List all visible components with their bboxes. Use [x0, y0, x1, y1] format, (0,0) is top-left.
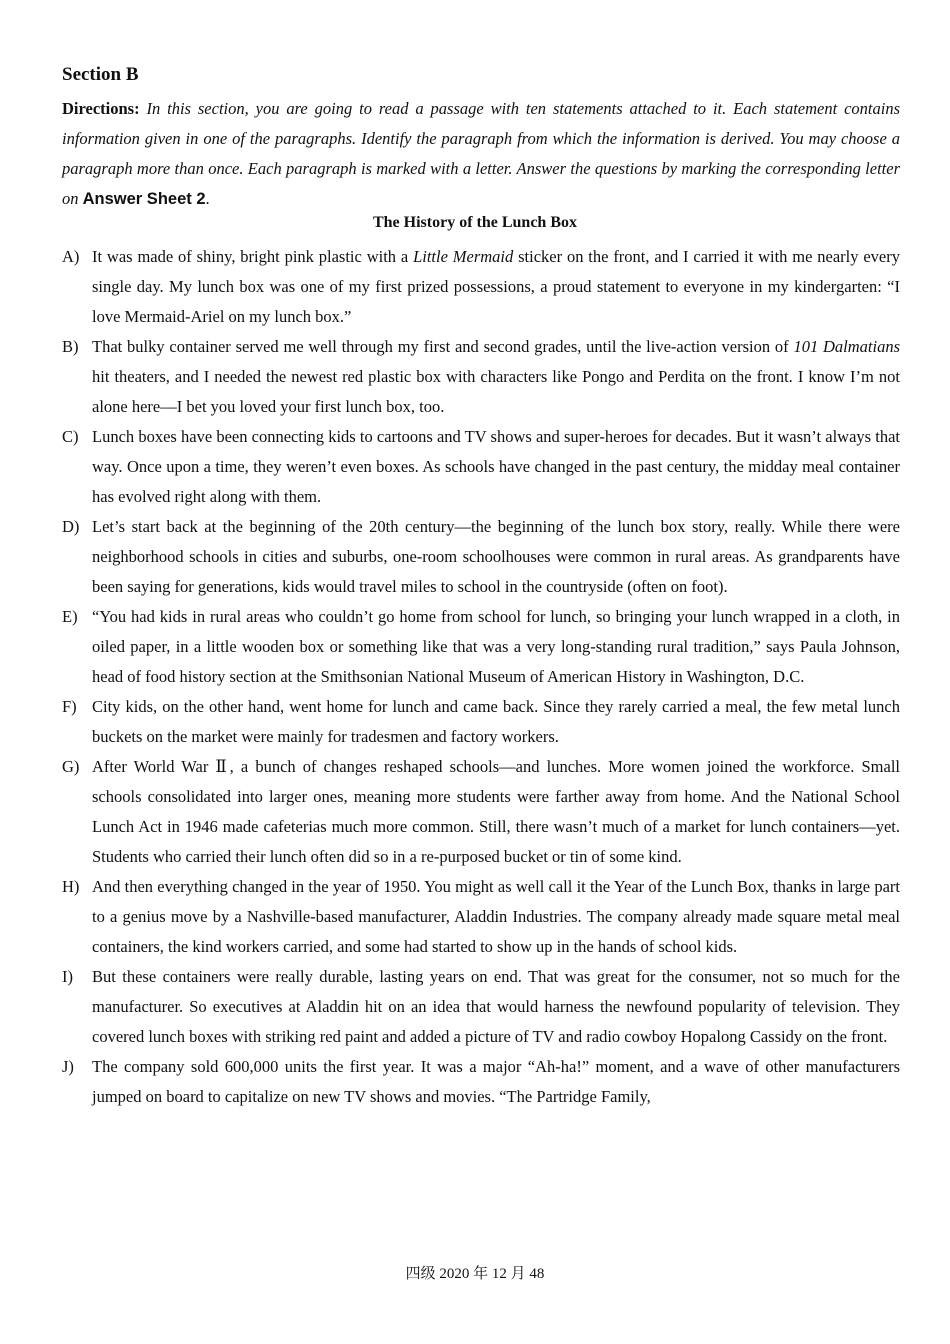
paragraph-d — [62, 512, 900, 602]
directions-end: . — [205, 189, 210, 208]
paragraph-letter: J) — [62, 1057, 74, 1076]
paragraph-text: The company sold 600,000 units the first year. It was a major “Ah-ha!” moment, and a wave of other manufacturers jumped on board to capitalize on new TV shows and movies. “The Partridge Family, — [92, 1057, 900, 1106]
paragraph-text: After World War Ⅱ, a bunch of changes reshaped schools—and lunches. More women joined the workforce. Small schools consolidated into larger ones, meaning more students were farther away from home. And the National School Lunch Act in 1946 made cafeterias much more common. Still, there wasn’t much of a market for lunch containers—yet. Students who carried their lunch often did so in a re-purposed bucket or tin of some kind. — [92, 757, 900, 866]
passage-title: The History of the Lunch Box — [372, 214, 577, 231]
paragraph-text-end: sticker on the front, and I carried it with me nearly every single day. My lunch box was one of my first prized possessions, a proud statement to everyone in my kindergarten: “I love Mermaid-Ariel on my lunch box.” — [92, 247, 900, 326]
paragraph-text: And then everything changed in the year of 1950. You might as well call it the Year of the Lunch Box, thanks in large part to a genius move by a Nashville-based manufacturer, Aladdin Industries. The company already made square metal meal containers, the kind workers carried, and some had started to show up in the hands of school kids. — [92, 877, 900, 956]
paragraph-text: But these containers were really durable, lasting years on end. That was great for the consumer, not so much for the manufacturer. So executives at Aladdin hit on an idea that would harness the newfound popularity of television. They covered lunch boxes with striking red paint and added a picture of TV and radio cowboy Hopalong Cassidy on the front. — [92, 967, 900, 1046]
paragraph-h — [62, 872, 900, 962]
page-footer: 四级 2020 年 12 月 48 — [405, 1266, 545, 1282]
paragraph-text: City kids, on the other hand, went home for lunch and came back. Since they rarely carried a meal, the few metal lunch buckets on the market were mainly for tradesmen and factory workers. — [92, 697, 900, 746]
paragraph-i — [62, 962, 900, 1052]
paragraph-text: That bulky container served me well through my first and second grades, until the live-action version of — [92, 337, 794, 356]
section-title: Section B — [62, 64, 139, 85]
paragraph-letter: A) — [62, 247, 80, 266]
paragraph-list — [62, 242, 900, 1112]
paragraph-letter: F) — [62, 697, 77, 716]
paragraph-a — [62, 242, 900, 332]
answer-sheet-label: Answer Sheet 2 — [82, 190, 206, 208]
paragraph-j — [62, 1052, 900, 1112]
directions — [62, 94, 900, 214]
directions-text: In this section, you are going to read a passage with ten statements attached to it. Each statement contains information given in one of the paragraphs. Identify the paragraph from which the information is derived. You may choose a paragraph more than once. Each paragraph is marked with a letter. Answer the questions by marking the corresponding letter on — [62, 99, 900, 208]
paragraph-b — [62, 332, 900, 422]
paragraph-text: Let’s start back at the beginning of the 20th century—the beginning of the lunch box story, really. While there were neighborhood schools in cities and suburbs, one-room schoolhouses were common in rural areas. As grandparents have been saying for generations, kids would travel miles to school in the countryside (often on foot). — [92, 517, 900, 596]
paragraph-text: “You had kids in rural areas who couldn’t go home from school for lunch, so bringing your lunch wrapped in a cloth, in oiled paper, in a little wooden box or something like that was a very long-standing rural tradition,” says Paula Johnson, head of food history section at the Smithsonian National Museum of American History in Washington, D.C. — [92, 607, 900, 686]
paragraph-c — [62, 422, 900, 512]
paragraph-g — [62, 752, 900, 872]
paragraph-f — [62, 692, 900, 752]
paragraph-letter: G) — [62, 757, 80, 776]
paragraph-letter: E) — [62, 607, 78, 626]
paragraph-e — [62, 602, 900, 692]
paragraph-letter: H) — [62, 877, 80, 896]
paragraph-letter: B) — [62, 337, 79, 356]
paragraph-emphasis: Little Mermaid — [413, 247, 514, 266]
paragraph-letter: C) — [62, 427, 79, 446]
paragraph-emphasis: 101 Dalmatians — [793, 337, 900, 356]
directions-label: Directions: — [62, 99, 140, 118]
paragraph-text-end: hit theaters, and I needed the newest red plastic box with characters like Pongo and Perdita on the front. I know I’m not alone here—I bet you loved your first lunch box, too. — [92, 367, 900, 416]
paragraph-letter: D) — [62, 517, 80, 536]
paragraph-letter: I) — [62, 967, 73, 986]
paragraph-text: It was made of shiny, bright pink plastic with a — [92, 247, 414, 266]
paragraph-text: Lunch boxes have been connecting kids to cartoons and TV shows and super-heroes for decades. But it wasn’t always that way. Once upon a time, they weren’t even boxes. As schools have changed in the past century, the midday meal container has evolved right along with them. — [92, 427, 900, 506]
